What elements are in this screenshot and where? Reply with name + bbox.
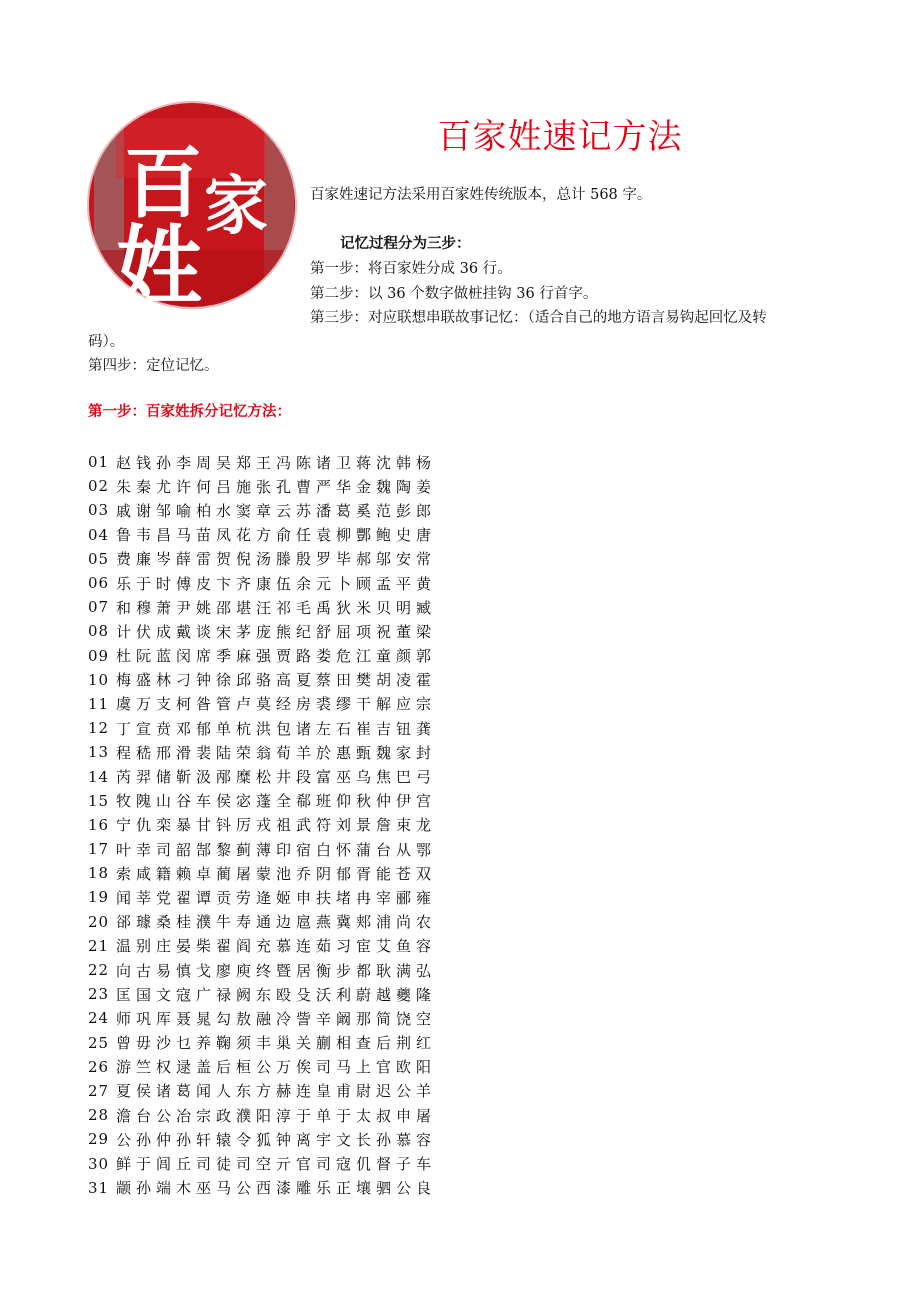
row-number: 01: [88, 453, 110, 472]
row-number: 13: [88, 743, 110, 762]
row-surnames: 公孙仲孙轩辕令狐钟离宇文长孙慕容: [116, 1130, 437, 1149]
step-1: 第一步：将百家姓分成 36 行。: [310, 261, 512, 277]
row-surnames: 费廉岑薛雷贺倪汤滕殷罗毕郝邬安常: [116, 550, 437, 569]
row-surnames: 宁仇栾暴甘钭厉戎祖武符刘景詹束龙: [116, 816, 437, 835]
row-number: 07: [88, 598, 110, 617]
row-number: 04: [88, 525, 110, 544]
row-surnames: 杜阮蓝闵席季麻强贾路娄危江童颜郭: [116, 647, 437, 666]
step-3: 第三步：对应联想串联故事记忆：（适合自己的地方语言易钩起回忆及转: [310, 310, 767, 326]
row-surnames: 向古易慎戈廖庾终暨居衡步都耿满弘: [116, 961, 437, 980]
table-row: [88, 716, 436, 740]
row-surnames: 闻莘党翟谭贡劳逄姬申扶堵冉宰郦雍: [116, 888, 437, 907]
table-row: [88, 644, 436, 668]
row-surnames: 戚谢邹喻柏水窦章云苏潘葛奚范彭郎: [116, 501, 437, 520]
row-number: 19: [88, 888, 110, 907]
row-number: 25: [88, 1033, 110, 1052]
row-surnames: 索咸籍赖卓蔺屠蒙池乔阴郁胥能苍双: [116, 864, 437, 883]
row-number: 08: [88, 622, 110, 641]
table-row: [88, 982, 436, 1006]
row-number: 17: [88, 840, 110, 859]
row-number: 14: [88, 767, 110, 786]
table-row: [88, 498, 436, 522]
row-surnames: 曾毋沙乜养鞠须丰巢关蒯相查后荆红: [116, 1034, 437, 1053]
row-number: 05: [88, 549, 110, 568]
row-surnames: 师巩厍聂晁勾敖融冷訾辛阚那简饶空: [116, 1009, 437, 1028]
table-row: [88, 1055, 436, 1079]
step-4: 第四步：定位记忆。: [88, 358, 219, 374]
table-row: [88, 934, 436, 958]
row-surnames: 匡国文寇广禄阙东殴殳沃利蔚越夔隆: [116, 985, 437, 1004]
row-number: 12: [88, 719, 110, 738]
table-row: [88, 1151, 436, 1175]
row-number: 10: [88, 670, 110, 689]
logo-char-2: 家: [204, 170, 268, 244]
row-surnames: 游竺权逯盖后桓公万俟司马上官欧阳: [116, 1058, 437, 1077]
table-row: [88, 958, 436, 982]
table-row: [88, 595, 436, 619]
table-row: [88, 1127, 436, 1151]
table-row: [88, 523, 436, 547]
table-row: [88, 450, 436, 474]
row-number: 30: [88, 1154, 110, 1173]
table-row: [88, 1176, 436, 1200]
row-number: 27: [88, 1081, 110, 1100]
row-number: 22: [88, 961, 110, 980]
table-row: [88, 619, 436, 643]
table-row: [88, 837, 436, 861]
table-row: [88, 668, 436, 692]
row-number: 09: [88, 646, 110, 665]
table-row: [88, 885, 436, 909]
table-row: [88, 571, 436, 595]
row-number: 23: [88, 985, 110, 1004]
table-row: [88, 910, 436, 934]
row-number: 28: [88, 1106, 110, 1125]
row-number: 24: [88, 1009, 110, 1028]
table-row: [88, 1031, 436, 1055]
table-row: [88, 740, 436, 764]
table-row: [88, 764, 436, 788]
row-surnames: 郤璩桑桂濮牛寿通边扈燕冀郏浦尚农: [116, 913, 437, 932]
row-surnames: 赵钱孙李周吴郑王冯陈诸卫蒋沈韩杨: [116, 453, 437, 472]
logo-char-1: 百: [124, 139, 203, 229]
row-surnames: 梅盛林刁钟徐邱骆高夏蔡田樊胡凌霍: [116, 671, 437, 690]
row-surnames: 叶幸司韶郜黎蓟薄印宿白怀蒲台从鄂: [116, 840, 437, 859]
table-row: [88, 1103, 436, 1127]
row-number: 02: [88, 477, 110, 496]
table-row: [88, 1079, 436, 1103]
row-number: 06: [88, 574, 110, 593]
row-number: 03: [88, 501, 110, 520]
page-title: 百家姓速记方法: [437, 117, 683, 157]
row-surnames: 朱秦尤许何吕施张孔曹严华金魏陶姜: [116, 477, 437, 496]
row-number: 29: [88, 1130, 110, 1149]
row-number: 20: [88, 912, 110, 931]
row-number: 18: [88, 864, 110, 883]
row-surnames: 乐于时傅皮卞齐康伍余元卜顾孟平黄: [116, 574, 437, 593]
row-surnames: 和穆萧尹姚邵堪汪祁毛禹狄米贝明臧: [116, 598, 437, 617]
row-surnames: 夏侯诸葛闻人东方赫连皇甫尉迟公羊: [116, 1082, 437, 1101]
row-number: 16: [88, 815, 110, 834]
row-surnames: 鲁韦昌马苗凤花方俞任袁柳酆鲍史唐: [116, 526, 437, 545]
table-row: [88, 1006, 436, 1030]
row-surnames: 计伏成戴谈宋茅庞熊纪舒屈项祝董梁: [116, 622, 437, 641]
row-number: 15: [88, 791, 110, 810]
intro-text: 百家姓速记方法采用百家姓传统版本，总计 568 字。: [310, 187, 652, 203]
table-row: [88, 861, 436, 885]
row-number: 11: [88, 694, 110, 713]
table-row: [88, 813, 436, 837]
row-surnames: 虞万支柯昝管卢莫经房裘缪干解应宗: [116, 695, 437, 714]
logo-emblem: [86, 100, 298, 310]
step-3-continued: 码）。: [88, 334, 125, 350]
logo: [86, 100, 298, 310]
table-row: [88, 474, 436, 498]
table-row: [88, 547, 436, 571]
surname-table: [88, 450, 436, 1200]
row-surnames: 牧隗山谷车侯宓蓬全郗班仰秋仲伊宫: [116, 792, 437, 811]
logo-char-3: 姓: [116, 217, 202, 310]
row-number: 31: [88, 1178, 110, 1197]
row-surnames: 温别庄晏柴翟阎充慕连茹习宦艾鱼容: [116, 937, 437, 956]
table-row: [88, 789, 436, 813]
step-2: 第二步：以 36 个数字做桩挂钩 36 行首字。: [310, 286, 598, 302]
row-surnames: 澹台公冶宗政濮阳淳于单于太叔申屠: [116, 1106, 437, 1125]
row-surnames: 鲜于闾丘司徒司空亓官司寇仉督子车: [116, 1155, 437, 1174]
row-surnames: 颛孙端木巫马公西漆雕乐正壤驷公良: [116, 1179, 437, 1198]
row-surnames: 程嵇邢滑裴陆荣翁荀羊於惠甄魏家封: [116, 743, 437, 762]
table-row: [88, 692, 436, 716]
row-surnames: 丁宣贲邓郁单杭洪包诸左石崔吉钮龚: [116, 719, 437, 738]
row-surnames: 芮羿储靳汲邴糜松井段富巫乌焦巴弓: [116, 768, 437, 787]
section-heading: 第一步：百家姓拆分记忆方法：: [88, 403, 291, 420]
steps-heading: 记忆过程分为三步：: [340, 235, 471, 252]
row-number: 26: [88, 1057, 110, 1076]
row-number: 21: [88, 936, 110, 955]
